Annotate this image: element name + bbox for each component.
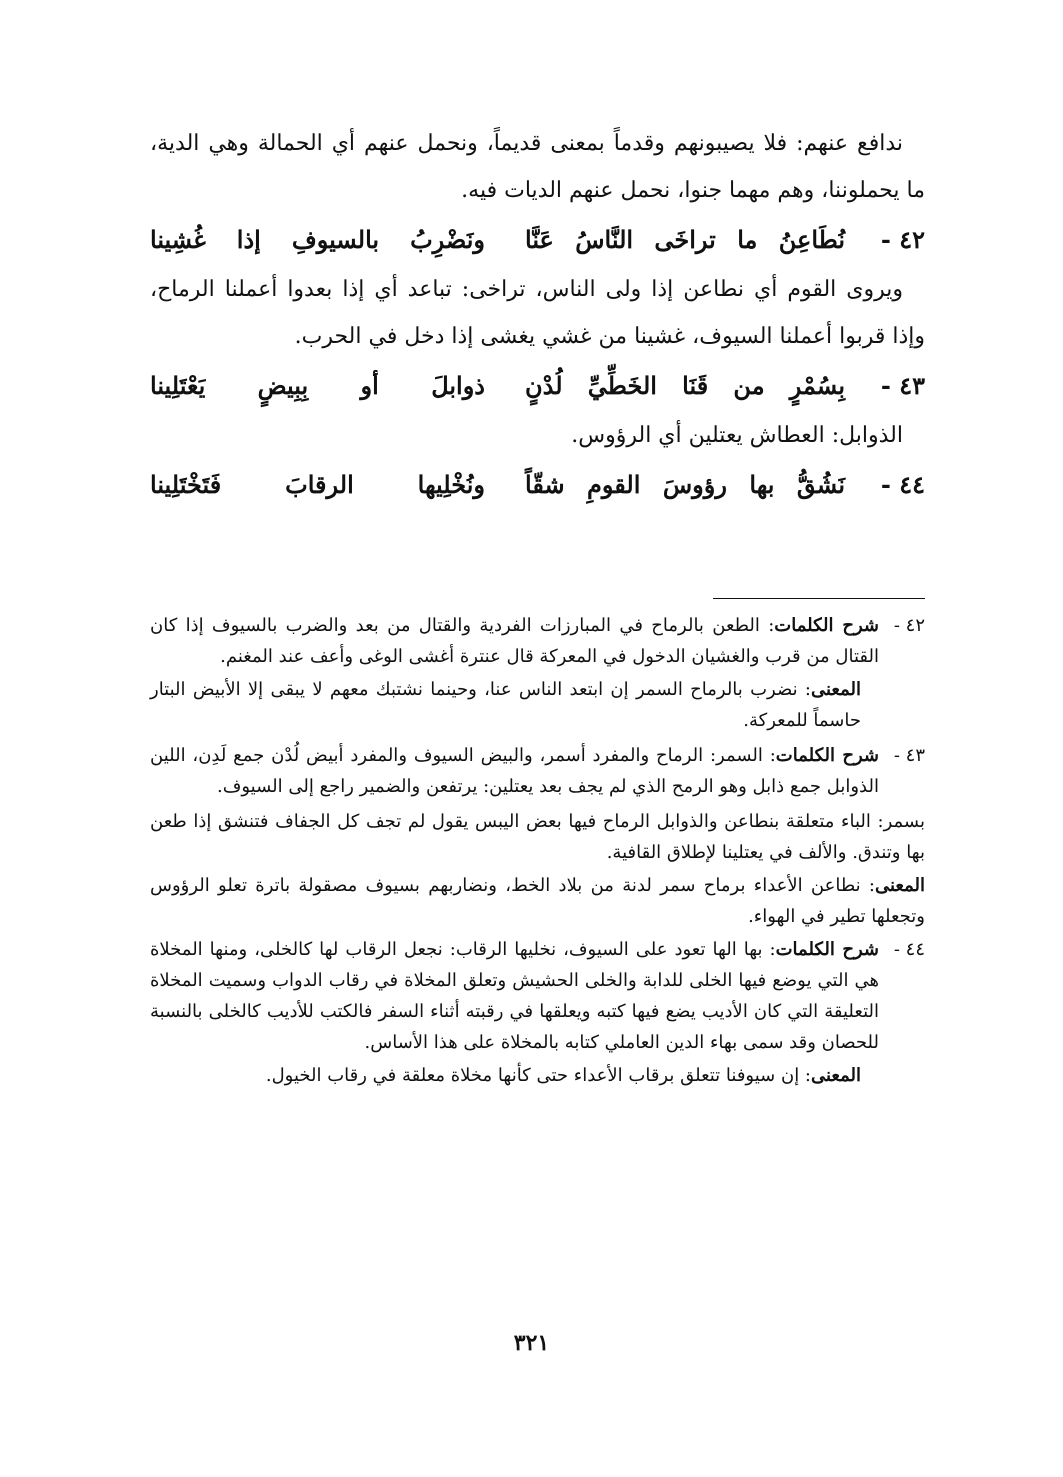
footnote-meaning: [150, 674, 879, 736]
footnote-number: ٤٣ -: [893, 745, 925, 766]
meaning-text: : إن سيوفنا تتعلق برقاب الأعداء حتى كأنها مخلاة معلقة في رقاب الخيول.: [265, 1065, 811, 1086]
footnote-meaning: [150, 1060, 879, 1091]
term-text: : السمر: الرماح والمفرد أسمر، والبيض السيوف والمفرد أبيض لُدْن جمع لَدِن، اللين الذوابل جمع ذابل وهو الرمح الذي لم يجف بعد يعتلين: يرتفعن والضمير راجع إلى السيوف.: [150, 745, 879, 797]
verse-hemistich-second: ونَضْرِبُ بالسيوفِ إذا غُشِينا: [150, 225, 485, 254]
footnote-43-grammar: [150, 806, 925, 868]
verse-hemistich-second: ذوابلَ أو بِبِيضٍ يَعْتَلِينا: [150, 371, 485, 400]
meaning-label: المعنى: [810, 1065, 861, 1086]
verse-number: ٤٢ -: [880, 225, 925, 254]
term-label: شرح الكلمات: [775, 939, 879, 960]
intro-line-2: وهي الدية، ما يحملوننا، وهم مهما جنوا، نحمل عنهم الديات فيه.: [150, 131, 925, 203]
footnote-42: [150, 610, 925, 738]
verse-hemistich-first: نَشُقُّ بها رؤوسَ القومِ شقّاً: [525, 470, 845, 499]
footnote-glossary: [150, 934, 879, 1058]
verse-number: ٤٤ -: [880, 470, 925, 499]
term-label: شرح الكلمات: [774, 615, 879, 636]
term-label: شرح الكلمات: [775, 745, 879, 766]
footnote-glossary: [150, 740, 879, 802]
footnotes: [150, 610, 925, 1095]
footnote-43-meaning: [150, 870, 925, 932]
commentary-line: الرماح، وإذا قربوا أعملنا السيوف، غشينا من غشي يغشى إذا دخل في الحرب.: [150, 277, 925, 349]
footnote-number: ٤٤ -: [893, 939, 925, 960]
footnote-44: [150, 934, 925, 1093]
footnote-number: ٤٢ -: [893, 615, 925, 636]
intro-line-1: ندافع عنهم: فلا يصيبونهم وقدماً بمعنى قديماً، ونحمل عنهم أي الحمالة: [257, 131, 903, 156]
verse-42: [150, 214, 925, 266]
footnote-glossary: [150, 610, 879, 672]
intro-paragraph: [150, 120, 925, 214]
verse-43-commentary: [150, 412, 925, 459]
term-text: : الطعن بالرماح في المبارزات الفردية والقتال من بعد والضرب بالسيوف إذا كان القتال من قرب والغشيان الدخول في المعركة قال عنترة أغشى الوغى وأعف عند المغنم.: [150, 615, 879, 667]
grammar-text: بسمر: الباء متعلقة بنطاعن والذوابل الرماح فيها بعض اليبس يقول لم تجف كل الجفاف فتنشق إذا طعن بها وتندق. والألف في يعتلينا لإطلاق القافية.: [150, 811, 925, 863]
verse-hemistich-first: بِسُمْرٍ من قَنَا الخَطِّيِّ لُدْنٍ: [525, 371, 845, 400]
page-number: ٣٢١: [513, 1330, 550, 1356]
verse-hemistich-first: نُطَاعِنُ ما تراخَى النَّاسُ عَنَّا: [525, 225, 845, 254]
term-text: : بها الها تعود على السيوف، نخليها الرقاب: نجعل الرقاب لها كالخلى، ومنها المخلاة هي التي يوضع فيها الخلى للدابة والخلى الحشيش وتعلق المخلاة في رقاب الدواب وسميت المخلاة التعليقة التي كان الأديب يضع فيها كتبه ويعلقها في رقبته أثناء السفر فالكتب للأديب كالخلى بالنسبة للحصان وقد سمى بهاء الدين العاملي كتابه بالمخلاة على هذا الأساس.: [150, 939, 879, 1053]
commentary-line: ويروى القوم أي نطاعن إذا ولى الناس، تراخى: تباعد أي إذا بعدوا أعملنا: [224, 277, 903, 302]
verse-hemistich-second: ونُخْلِيها الرقابَ فَتَخْتَلِينا: [150, 470, 485, 499]
commentary-line: الذوابل: العطاش يعتلين أي الرؤوس.: [571, 423, 903, 448]
verse-44: [150, 459, 925, 511]
footnote-divider: [713, 598, 925, 599]
verse-43: [150, 360, 925, 412]
meaning-text: : نطاعن الأعداء برماح سمر لدنة من بلاد الخط، ونضاربهم بسيوف مصقولة باترة تعلو الرؤوس وتجعلها تطير في الهواء.: [150, 875, 925, 927]
meaning-text: : نضرب بالرماح السمر إن ابتعد الناس عنا، وحينما نشتبك معهم لا يبقى إلا الأبيض البتار حاسماً للمعركة.: [150, 679, 861, 731]
page-body: [150, 120, 925, 1360]
meaning-label: المعنى: [874, 875, 925, 896]
meaning-label: المعنى: [810, 679, 861, 700]
verse-42-commentary: [150, 266, 925, 360]
footnote-43: [150, 740, 925, 804]
verse-number: ٤٣ -: [880, 371, 925, 400]
